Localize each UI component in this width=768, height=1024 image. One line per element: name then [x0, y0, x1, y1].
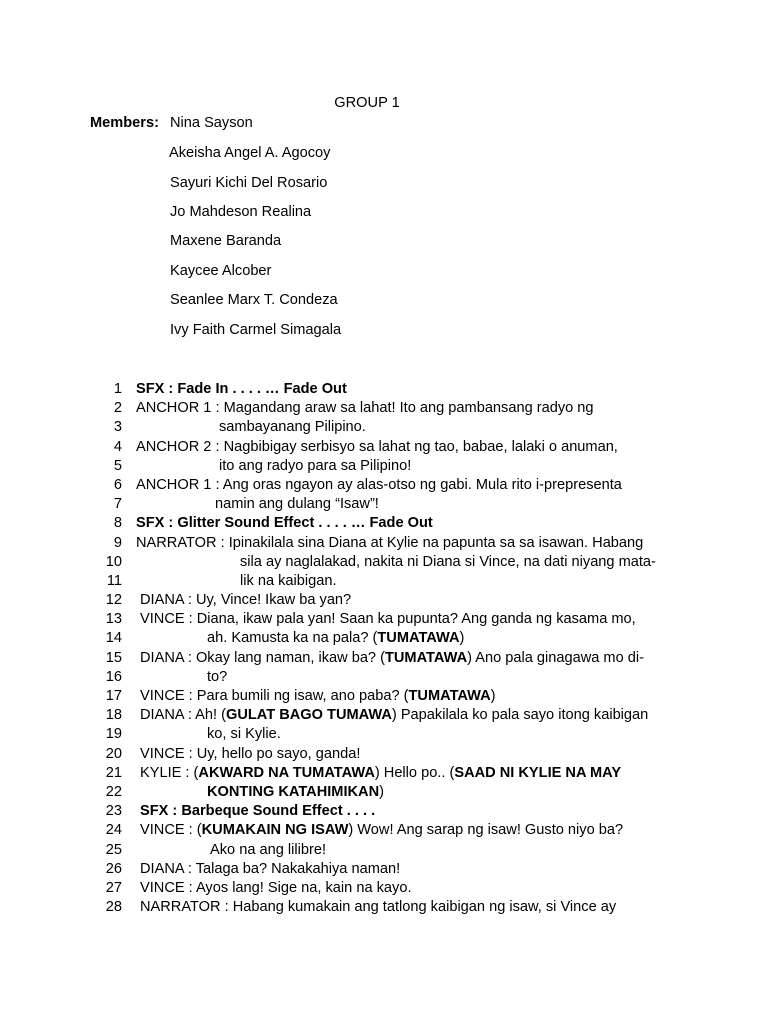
line-number: 21: [105, 764, 122, 781]
text-segment: ) Wow! Ang sarap ng isaw! Gusto niyo ba?: [348, 822, 624, 839]
text-segment: ANCHOR 2 : Nagbibigay serbisyo sa lahat ng tao, babae, lalaki o anuman,: [136, 438, 618, 455]
text-segment: ) Papakilala ko pala sayo itong kaibigan: [391, 707, 649, 724]
line-text: [240, 553, 656, 572]
script-line: [0, 802, 768, 821]
line-text: [240, 572, 337, 591]
script-line: [0, 725, 768, 744]
line-number: 18: [105, 707, 122, 724]
script-line: [0, 553, 768, 572]
line-number: 28: [105, 899, 122, 916]
line-number: 5: [113, 457, 122, 474]
script-line: [0, 745, 768, 764]
bold-text: GULAT BAGO TUMAWA: [225, 707, 392, 724]
line-text: [136, 534, 643, 553]
line-number: 11: [106, 572, 122, 589]
script-line: [0, 841, 768, 860]
line-number: 1: [113, 381, 122, 397]
text-segment: DIANA : Uy, Vince! Ikaw ba yan?: [140, 592, 352, 609]
line-text: [140, 610, 636, 629]
bold-text: TUMATAWA: [384, 649, 468, 666]
script-line: [0, 687, 768, 706]
line-number: 7: [113, 496, 122, 513]
bold-text: TUMATAWA: [408, 688, 491, 704]
line-text: [136, 380, 347, 399]
text-segment: sila ay naglalakad, nakita ni Diana si Vince, na dati niyang mata-: [240, 553, 656, 570]
script-line: [0, 649, 768, 668]
line-text: [215, 495, 379, 514]
script-line: [0, 495, 768, 514]
members-label: Members:: [90, 115, 159, 131]
line-number: 20: [105, 745, 122, 762]
line-text: [207, 629, 464, 648]
script-line: [0, 514, 768, 533]
line-text: [219, 418, 366, 437]
line-number: 23: [105, 803, 122, 820]
member-name: Ivy Faith Carmel Simagala: [170, 322, 342, 338]
script-line: [0, 438, 768, 457]
line-text: [140, 745, 360, 764]
line-number: 2: [113, 400, 122, 417]
bold-text: KUMAKAIN NG ISAW: [201, 822, 349, 839]
line-number: 14: [105, 630, 122, 647]
text-segment: VINCE : (: [140, 822, 202, 839]
line-number: 16: [105, 668, 122, 685]
line-text: [207, 725, 281, 744]
text-segment: VINCE : Diana, ikaw pala yan! Saan ka pupunta? Ang ganda ng kasama mo,: [140, 611, 636, 628]
text-segment: lik na kaibigan.: [240, 572, 337, 589]
line-text: [136, 514, 433, 533]
line-text: [140, 860, 400, 879]
line-text: [136, 438, 618, 457]
script-line: [0, 476, 768, 495]
text-segment: DIANA : Talaga ba? Nakakahiya naman!: [140, 860, 401, 877]
line-text: [140, 898, 616, 917]
script-line: [0, 399, 768, 418]
script-line: [0, 783, 768, 802]
text-segment: DIANA : Okay lang naman, ikaw ba? (: [140, 649, 385, 666]
text-segment: VINCE : Ayos lang! Sige na, kain na kayo.: [140, 879, 412, 896]
text-segment: NARRATOR : Ipinakilala sina Diana at Kylie na papunta sa sa isawan. Habang: [136, 534, 644, 551]
line-number: 12: [105, 592, 122, 609]
text-segment: ) Hello po.. (: [374, 764, 455, 781]
member-name: Nina Sayson: [170, 115, 253, 131]
line-text: [140, 649, 644, 668]
script-line: [0, 591, 768, 610]
script-line: [0, 572, 768, 591]
member-name: Kaycee Alcober: [170, 263, 272, 279]
text-segment: ah. Kamusta ka na pala? (: [207, 630, 378, 647]
line-text: [207, 783, 384, 802]
text-segment: namin ang dulang “Isaw”!: [215, 496, 379, 513]
line-text: [140, 764, 621, 783]
text-segment: ): [379, 783, 385, 800]
line-number: 13: [105, 611, 122, 628]
bold-text: SFX : Glitter Sound Effect . . . . … Fade Out: [136, 515, 433, 532]
line-number: 10: [105, 553, 122, 570]
script-line: [0, 534, 768, 553]
line-number: 17: [105, 688, 122, 704]
text-segment: ANCHOR 1 : Ang oras ngayon ay alas-otso ng gabi. Mula rito i-prepresenta: [136, 476, 622, 493]
script-line: [0, 860, 768, 879]
text-segment: DIANA : Ah! (: [140, 707, 226, 724]
line-text: [140, 687, 496, 706]
script-line: [0, 898, 768, 917]
line-number: 8: [113, 515, 122, 532]
text-segment: NARRATOR : Habang kumakain ang tatlong kaibigan ng isaw, si Vince ay: [140, 899, 617, 916]
text-segment: ): [459, 630, 465, 647]
script-line: [0, 610, 768, 629]
text-segment: KYLIE : (: [140, 764, 199, 781]
text-segment: ito ang radyo para sa Pilipino!: [219, 457, 412, 474]
script-line: [0, 380, 768, 399]
line-text: [136, 399, 594, 418]
line-text: [140, 821, 623, 840]
member-name: Jo Mahdeson Realina: [170, 204, 312, 220]
script-line: [0, 706, 768, 725]
script-line: [0, 418, 768, 437]
bold-text: SFX : Barbeque Sound Effect . . . .: [140, 803, 376, 820]
member-name: Seanlee Marx T. Condeza: [170, 292, 338, 308]
line-number: 27: [105, 879, 122, 896]
line-number: 24: [105, 822, 122, 839]
script-line: [0, 457, 768, 476]
line-text: [207, 668, 227, 687]
line-number: 6: [113, 476, 122, 493]
bold-text: SFX : Fade In . . . . … Fade Out: [136, 381, 347, 397]
bold-text: TUMATAWA: [377, 630, 460, 647]
text-segment: VINCE : Uy, hello po sayo, ganda!: [140, 745, 361, 762]
line-number: 25: [105, 841, 122, 858]
script-line: [0, 668, 768, 687]
text-segment: VINCE : Para bumili ng isaw, ano paba? (: [140, 688, 409, 704]
script-lines: [0, 380, 768, 917]
page-title: GROUP 1: [334, 95, 400, 111]
text-segment: ) Ano pala ginagawa mo di-: [467, 649, 644, 666]
line-number: 26: [105, 860, 122, 877]
member-name: Sayuri Kichi Del Rosario: [170, 175, 328, 191]
line-number: 22: [105, 783, 122, 800]
bold-text: KONTING KATAHIMIKAN: [207, 783, 380, 800]
line-text: [210, 841, 326, 860]
script-line: [0, 821, 768, 840]
text-segment: ): [490, 688, 496, 704]
bold-text: SAAD NI KYLIE NA MAY: [454, 764, 622, 781]
text-segment: sambayanang Pilipino.: [219, 419, 366, 436]
line-text: [140, 879, 412, 898]
text-segment: ko, si Kylie.: [207, 726, 281, 743]
line-text: [140, 706, 648, 725]
script-line: [0, 629, 768, 648]
line-number: 4: [113, 438, 122, 455]
member-name: Akeisha Angel A. Agocoy: [169, 145, 331, 161]
line-text: [140, 802, 375, 821]
line-number: 19: [105, 726, 122, 743]
line-text: [136, 476, 622, 495]
script-line: [0, 879, 768, 898]
script-line: [0, 764, 768, 783]
text-segment: Ako na ang lilibre!: [210, 841, 327, 858]
line-number: 3: [113, 419, 122, 436]
line-text: [140, 591, 351, 610]
line-text: [219, 457, 411, 476]
text-segment: ANCHOR 1 : Magandang araw sa lahat! Ito ang pambansang radyo ng: [136, 400, 594, 417]
line-number: 15: [105, 649, 122, 666]
bold-text: AKWARD NA TUMATAWA: [198, 764, 375, 781]
text-segment: to?: [207, 668, 228, 685]
member-name: Maxene Baranda: [170, 233, 282, 249]
line-number: 9: [113, 534, 122, 551]
